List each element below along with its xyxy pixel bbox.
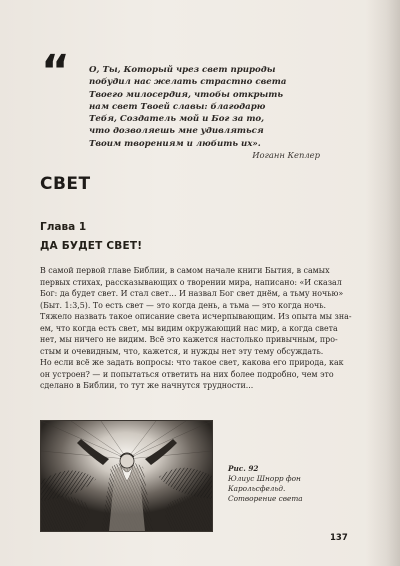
epigraph-line: что дозволяешь мне удивляться [89,126,264,137]
epigraph-line: Твоим творениям и любить их». [89,138,261,149]
epigraph [89,64,349,150]
body-line: Тяжело назвать такое описание света исчерпывающим. Из опыта мы зна- [40,312,352,321]
figure-caption [228,464,338,504]
caption-number: Рис. 92 [228,464,259,473]
body-line: сделано в Библии, то тут же начнутся трудности... [40,381,254,390]
epigraph-line: Твоего милосердия, чтобы открыть [89,89,284,100]
body-line: Бог: да будет свет. И стал свет... И назвал Бог свет днём, а тьму ночью» [40,289,344,298]
body-line: ем, что когда есть свет, мы видим окружающий нас мир, а когда света [40,323,338,333]
epigraph-line: Тебя, Создатель мой и Бог за то, [89,114,265,125]
body-line: нет, мы ничего не видим. Всё это кажется настолько привычным, про- [40,335,338,344]
binding-shadow [366,0,400,566]
epigraph-line: нам свет Твоей славы: благодарю [89,101,266,112]
caption-line: Карольсфельд. [228,484,286,493]
chapter-number: Глава 1 [40,221,87,233]
body-line: стым и очевидным, что, кажется, и нужды нет эту тему обсуждать. [40,346,324,356]
caption-line: Сотворение света [228,494,303,503]
body-line: (Быт. 1:3,5). То есть свет — это когда день, а тьма — это когда ночь. [40,300,327,310]
creation-of-light-engraving [41,421,212,531]
body-line: он устроен? — и попытаться ответить на них более подробно, чем это [40,369,334,379]
body-line: В самой первой главе Библии, в самом начале книги Бытия, в самых [40,266,330,275]
body-line: Но если всё же задать вопросы: что такое свет, какова его природа, как [40,358,344,367]
caption-line: Юлиус Шнорр фон [228,474,301,483]
quote-mark: “ [41,46,68,97]
section-title: СВЕТ [40,174,91,194]
page-number: 137 [330,533,348,543]
epigraph-line: побудил нас желать страстно света [89,77,287,88]
body-line: первых стихах, рассказывающих о творении мира, написано: «И сказал [40,277,342,287]
epigraph-author: Иоганн Кеплер [252,150,320,160]
engraving-illustration [40,420,213,532]
chapter-title: ДА БУДЕТ СВЕТ! [40,240,143,252]
body-paragraph [40,265,360,392]
epigraph-line: О, Ты, Который чрез свет природы [89,65,276,75]
